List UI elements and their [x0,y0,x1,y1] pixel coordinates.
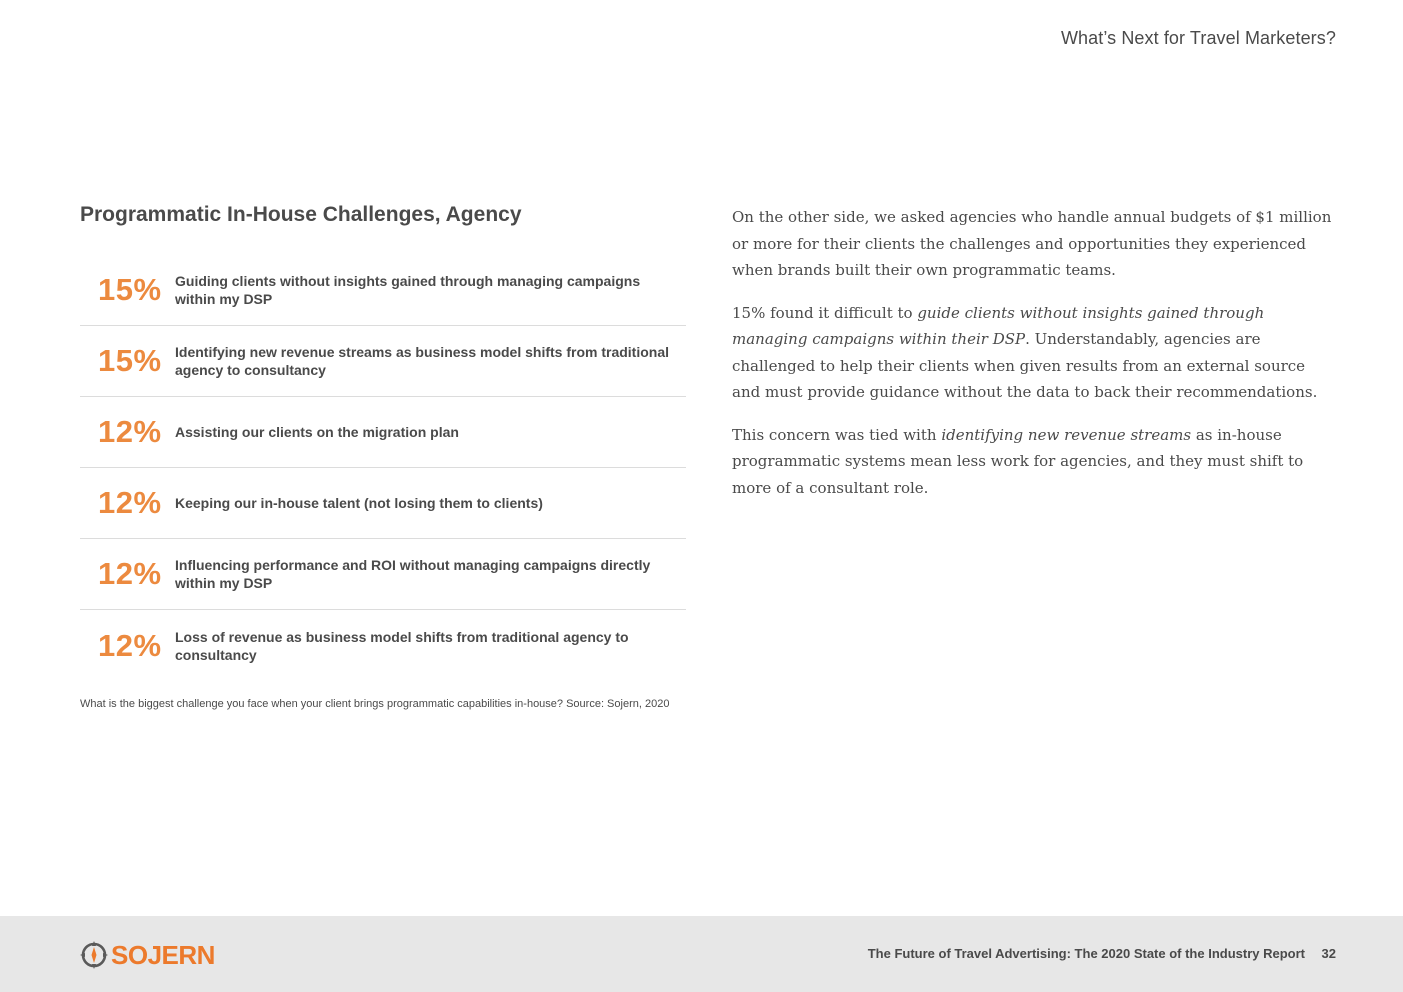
body-paragraph-2 [732,300,1332,406]
challenge-row [80,610,686,681]
challenge-label: Keeping our in-house talent (not losing them to clients) [175,495,543,511]
challenge-percent: 12% [98,414,162,449]
page-footer [0,916,1403,992]
challenge-percent: 12% [98,556,162,591]
challenge-percent: 12% [98,627,162,663]
challenge-row [80,255,686,326]
challenge-label: Influencing performance and ROI without managing campaigns directly within my DSP [175,557,651,591]
body-paragraph-3-lead: This concern was tied with [732,425,942,444]
challenge-row [80,539,686,610]
body-paragraph-2-tail: . Understandably, agencies are challenged to help their clients when given results from an external source and must provide guidance without the data to back their recommendations. [732,330,1318,401]
challenge-label: Identifying new revenue streams as business model shifts from traditional agency to consultancy [175,344,670,378]
body-paragraph-3 [732,422,1332,502]
challenge-label: Loss of revenue as business model shifts from traditional agency to consultancy [175,628,629,663]
sojern-logo [80,940,215,970]
challenge-row [80,468,686,539]
chart-title: Programmatic In-House Challenges, Agency [80,203,522,226]
body-paragraph-2-lead: 15% found it difficult to [732,303,918,322]
challenge-percent: 15% [98,272,162,307]
body-paragraph-3-emphasis: identifying new revenue streams [941,425,1192,444]
section-title: What’s Next for Travel Marketers? [1060,28,1336,48]
challenge-stat-list [80,255,686,681]
challenge-percent: 15% [98,343,162,378]
challenge-label: Assisting our clients on the migration plan [175,424,459,440]
report-title: The Future of Travel Advertising: The 2020 State of the Industry Report [867,946,1305,961]
body-paragraph-3-tail: as in-house programmatic systems mean less work for agencies, and they must shift to more of a consultant role. [732,425,1304,497]
challenge-row [80,326,686,397]
challenge-percent: 12% [98,485,162,520]
logo-wordmark: SOJERN [111,940,215,970]
challenge-row [80,397,686,468]
compass-logo-icon [80,941,108,969]
body-paragraph-1: On the other side, we asked agencies who handle annual budgets of $1 million or more for their clients the challenges and opportunities they experienced when brands built their own programmatic teams. [732,208,1332,279]
body-paragraph-2-emphasis: guide clients without insights gained through managing campaigns within their DSP [732,303,1265,348]
chart-source-note: What is the biggest challenge you face when your client brings programmatic capabilities in-house? Source: Sojern, 2020 [80,698,670,710]
body-text [732,204,1332,517]
page-number: 32 [1321,946,1336,961]
challenge-label: Guiding clients without insights gained through managing campaigns within my DSP [175,273,641,307]
